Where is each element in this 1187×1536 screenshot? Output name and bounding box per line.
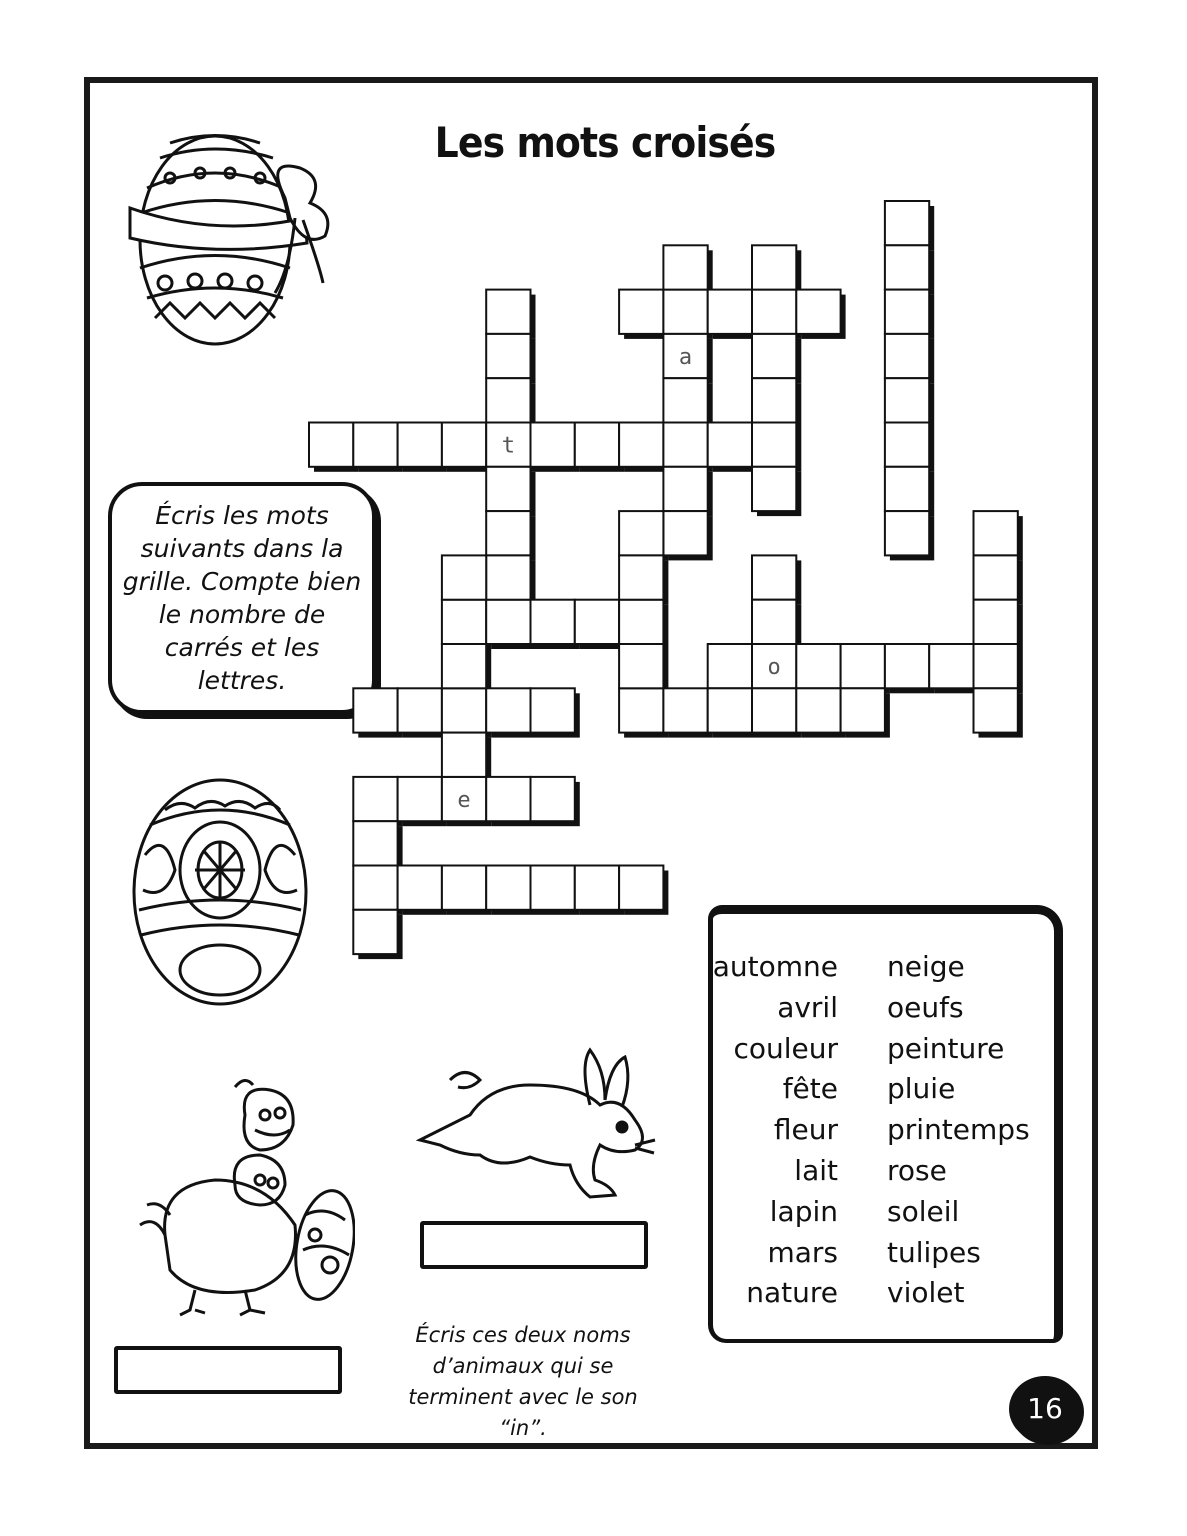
grid-cell[interactable] [353,866,397,910]
rabbit-illustration [410,1045,660,1205]
grid-cell[interactable] [974,688,1018,732]
grid-cell[interactable] [752,688,796,732]
grid-cell[interactable] [486,467,530,511]
animal-caption: Écris ces deux noms d’animaux qui se terminent avec le son “in”. [408,1323,638,1440]
grid-cell[interactable] [752,334,796,378]
grid-cell[interactable] [885,467,929,511]
page-number: 16 [1009,1376,1081,1442]
word-list-item: violet [887,1276,965,1310]
chick-answer-box[interactable] [114,1346,342,1394]
grid-cell[interactable] [752,290,796,334]
grid-cell[interactable] [619,866,663,910]
grid-cell[interactable] [398,777,442,821]
grid-cell[interactable] [398,423,442,467]
grid-cell[interactable] [442,600,486,644]
grid-cell[interactable] [353,821,397,865]
page-title: Les mots croisés [434,118,776,167]
grid-cell[interactable] [885,644,929,688]
grid-cell[interactable] [796,644,840,688]
word-list-item: automne [712,950,838,983]
grid-cell[interactable] [486,600,530,644]
grid-cell[interactable] [531,600,575,644]
word-list-item: peinture [887,1031,1005,1065]
grid-cell[interactable] [663,378,707,422]
word-list-item: soleil [887,1194,960,1228]
grid-cell[interactable] [531,866,575,910]
grid-cell[interactable] [796,688,840,732]
grid-cell[interactable] [353,423,397,467]
grid-cell[interactable] [442,423,486,467]
grid-cell[interactable] [619,688,663,732]
grid-cell[interactable] [708,644,752,688]
grid-cell[interactable] [708,290,752,334]
grid-cell[interactable] [752,467,796,511]
grid-cell[interactable] [929,644,973,688]
grid-cell[interactable] [663,688,707,732]
word-list-item: rose [887,1154,947,1187]
grid-cell[interactable] [752,378,796,422]
grid-cell[interactable] [663,511,707,555]
grid-cell[interactable] [353,688,397,732]
grid-cell[interactable] [974,555,1018,599]
grid-cell[interactable] [398,866,442,910]
grid-cell[interactable] [974,511,1018,555]
grid-cell[interactable] [619,644,663,688]
instructions-text: Écris les mots suivants dans la grille. Compte bien le nombre de carrés et les lettres. [122,501,362,695]
word-list-item: nature [746,1276,838,1310]
grid-cell[interactable] [619,555,663,599]
grid-cell[interactable] [885,378,929,422]
word-list-item: lait [794,1154,838,1187]
grid-cell[interactable] [619,423,663,467]
grid-cell[interactable] [885,511,929,555]
grid-cell[interactable] [575,423,619,467]
given-letter: e [457,788,471,814]
grid-cell[interactable] [309,423,353,467]
word-list-item: pluie [887,1072,956,1106]
grid-cell[interactable] [885,334,929,378]
grid-cell[interactable] [752,600,796,644]
grid-cell[interactable] [353,777,397,821]
grid-cell[interactable] [752,245,796,289]
grid-cell[interactable] [974,644,1018,688]
word-list-box [708,905,1063,1343]
grid-cell[interactable] [619,290,663,334]
word-list-item: avril [777,990,838,1024]
given-letter: a [678,345,693,371]
grid-cell[interactable] [486,866,530,910]
grid-cell[interactable] [442,866,486,910]
grid-cell[interactable] [486,688,530,732]
grid-cell[interactable] [796,290,840,334]
grid-cell[interactable] [841,688,885,732]
grid-cell[interactable] [619,600,663,644]
grid-cell[interactable] [398,688,442,732]
grid-cell[interactable] [885,201,929,245]
grid-cell[interactable] [974,600,1018,644]
grid-cell[interactable] [486,290,530,334]
word-list-item: fête [782,1072,838,1106]
word-list-item: lapin [769,1194,838,1228]
grid-cell[interactable] [752,423,796,467]
grid-cell[interactable] [663,467,707,511]
grid-cell[interactable] [486,777,530,821]
grid-cell[interactable] [486,334,530,378]
rabbit-answer-box[interactable] [420,1221,648,1269]
grid-cell[interactable] [531,688,575,732]
grid-cell[interactable] [663,245,707,289]
word-list-item: tulipes [887,1235,981,1269]
given-letter: t [501,433,515,459]
grid-cell[interactable] [752,555,796,599]
grid-cell[interactable] [885,245,929,289]
grid-cell[interactable] [531,777,575,821]
grid-cell[interactable] [442,644,486,688]
chicks-illustration [135,1075,355,1320]
grid-cell[interactable] [708,423,752,467]
grid-cell[interactable] [486,555,530,599]
word-list-item: oeufs [887,990,964,1024]
grid-cell[interactable] [531,423,575,467]
grid-cell[interactable] [885,423,929,467]
grid-cell[interactable] [486,378,530,422]
given-letter: o [767,655,781,681]
word-list-item: mars [767,1235,838,1269]
grid-cell[interactable] [885,290,929,334]
word-list-item: neige [887,950,965,983]
grid-cell[interactable] [619,511,663,555]
grid-cell[interactable] [841,644,885,688]
grid-cell[interactable] [575,600,619,644]
grid-cell[interactable] [442,688,486,732]
grid-cell[interactable] [442,555,486,599]
grid-cell[interactable] [353,910,397,954]
grid-cell[interactable] [575,866,619,910]
word-list-item: fleur [773,1113,838,1147]
grid-cell[interactable] [663,290,707,334]
word-list-item: printemps [887,1113,1030,1147]
grid-cell[interactable] [486,511,530,555]
grid-cell[interactable] [708,688,752,732]
word-list-item: couleur [733,1031,838,1065]
grid-cell[interactable] [663,423,707,467]
grid-cell[interactable] [442,733,486,777]
